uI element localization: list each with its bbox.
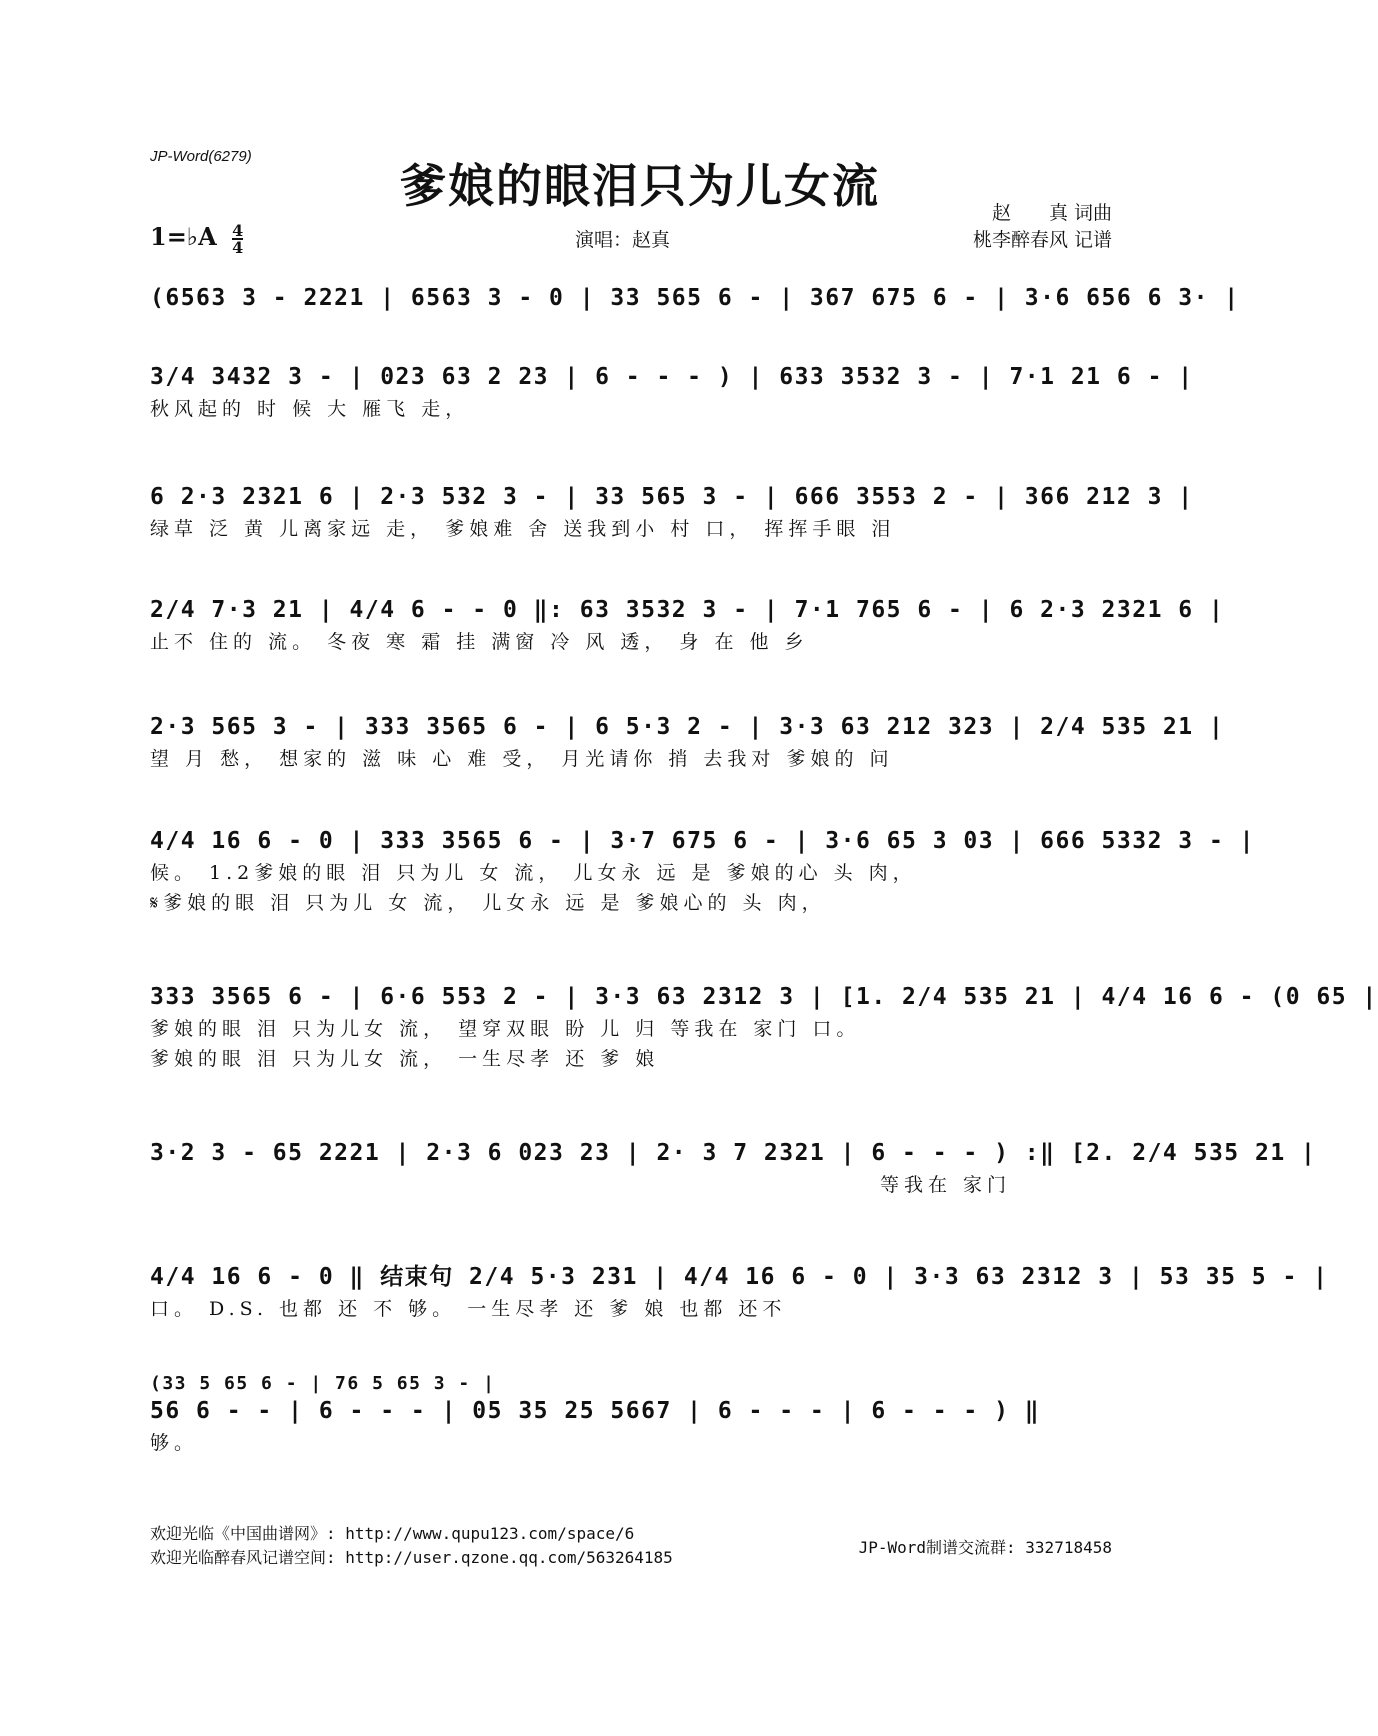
notation-line: 2/4 7·3 21 | 4/4 6 - - 0 ‖: 63 3532 3 - | 7·1 765 6 - | 6 2·3 2321 6 | — [150, 597, 1225, 623]
notation-line: 333 3565 6 - | 6·6 553 2 - | 3·3 63 2312 3 | [1. 2/4 535 21 | 4/4 16 6 - (0 65 | — [150, 984, 1378, 1010]
notation-line: 4/4 16 6 - 0 ‖ 结束句 2/4 5·3 231 | 4/4 16 6 - 0 | 3·3 63 2312 3 | 53 35 5 - | — [150, 1264, 1329, 1290]
notation-line: 56 6 - - | 6 - - - | 05 35 25 5667 | 6 - - - | 6 - - - ) ‖ — [150, 1398, 1041, 1424]
notator-credit: 桃李醉春风 记谱 — [972, 229, 1112, 251]
score-system-1 — [150, 283, 1240, 313]
software-tag: JP-Word(6279) — [150, 148, 252, 165]
footer-qq-group: JP-Word制谱交流群: 332718458 — [858, 1538, 1112, 1557]
notation-line: (6563 3 - 2221 | 6563 3 - 0 | 33 565 6 - | 367 675 6 - | 3·6 656 6 3· | — [150, 285, 1240, 311]
notation-line: 6 2·3 2321 6 | 2·3 532 3 - | 33 565 3 - | 666 3553 2 - | 366 212 3 | — [150, 484, 1194, 510]
notation-line: 2·3 565 3 - | 333 3565 6 - | 6 5·3 2 - | 3·3 63 212 323 | 2/4 535 21 | — [150, 714, 1225, 740]
lyric-line: 绿草 泛 黄 儿离家远 走， 爹娘难 舍 送我到小 村 口， 挥挥手眼 泪 — [150, 518, 896, 540]
notation-line: 3/4 3432 3 - | 023 63 2 23 | 6 - - - ) | 633 3532 3 - | 7·1 21 6 - | — [150, 364, 1194, 390]
lyric-line: 秋风起的 时 候 大 雁飞 走， — [150, 398, 470, 420]
lyric-line: 爹娘的眼 泪 只为儿女 流， 望穿双眼 盼 儿 归 等我在 家门 口。 — [150, 1018, 861, 1040]
score-system-9 — [150, 1262, 1329, 1322]
song-title: 爹娘的眼泪只为儿女流 — [400, 159, 880, 213]
score-system-5 — [150, 712, 1225, 772]
key-signature — [150, 222, 244, 255]
key-label: 1=♭A — [150, 222, 217, 251]
notation-line: 4/4 16 6 - 0 | 333 3565 6 - | 3·7 675 6 - | 3·6 65 3 03 | 666 5332 3 - | — [150, 828, 1255, 854]
lyric-line: 够。 — [150, 1432, 199, 1454]
time-signature — [231, 220, 244, 257]
composer-credit: 赵 真 词曲 — [991, 202, 1112, 224]
lyric-line: 止不 住的 流。 冬夜 寒 霜 挂 满窗 冷 风 透， 身 在 他 乡 — [150, 631, 809, 653]
score-system-3 — [150, 482, 1194, 542]
score-system-6 — [150, 826, 1255, 916]
lyric-line: 候。 1.2爹娘的眼 泪 只为儿 女 流， 儿女永 远 是 爹娘的心 头 肉， — [150, 862, 917, 884]
notation-line: 3·2 3 - 65 2221 | 2·3 6 023 23 | 2· 3 7 2321 | 6 - - - ) :‖ [2. 2/4 535 21 | — [150, 1140, 1317, 1166]
instrumental-line: (33 5 65 6 - | 76 5 65 3 - | — [150, 1373, 496, 1394]
lyric-line: 爹娘的眼 泪 只为儿女 流， 一生尽孝 还 爹 娘 — [150, 1048, 660, 1070]
time-signature-bottom: 4 — [232, 237, 244, 257]
score-system-2 — [150, 362, 1194, 422]
footer-site-link: 欢迎光临《中国曲谱网》: http://www.qupu123.com/space/6 — [150, 1524, 635, 1543]
score-system-4 — [150, 595, 1225, 655]
footer-qzone-link: 欢迎光临醉春风记谱空间: http://user.qzone.qq.com/563264185 — [150, 1548, 673, 1567]
lyric-line: 𝄋爹娘的眼 泪 只为儿 女 流， 儿女永 远 是 爹娘心的 头 肉， — [150, 892, 826, 914]
time-signature-top: 4 — [232, 220, 244, 240]
lyric-line: 口。 D.S. 也都 还 不 够。 一生尽孝 还 爹 娘 也都 还不 — [150, 1298, 787, 1320]
lyric-line: 望 月 愁， 想家的 滋 味 心 难 受， 月光请你 捎 去我对 爹娘的 问 — [150, 748, 894, 770]
score-system-8 — [150, 1138, 1317, 1198]
score-system-7 — [150, 982, 1378, 1072]
score-system-10 — [150, 1372, 1120, 1456]
performer-credit: 演唱：赵真 — [575, 229, 671, 251]
lyric-line: 等我在 家门 — [880, 1174, 1012, 1196]
